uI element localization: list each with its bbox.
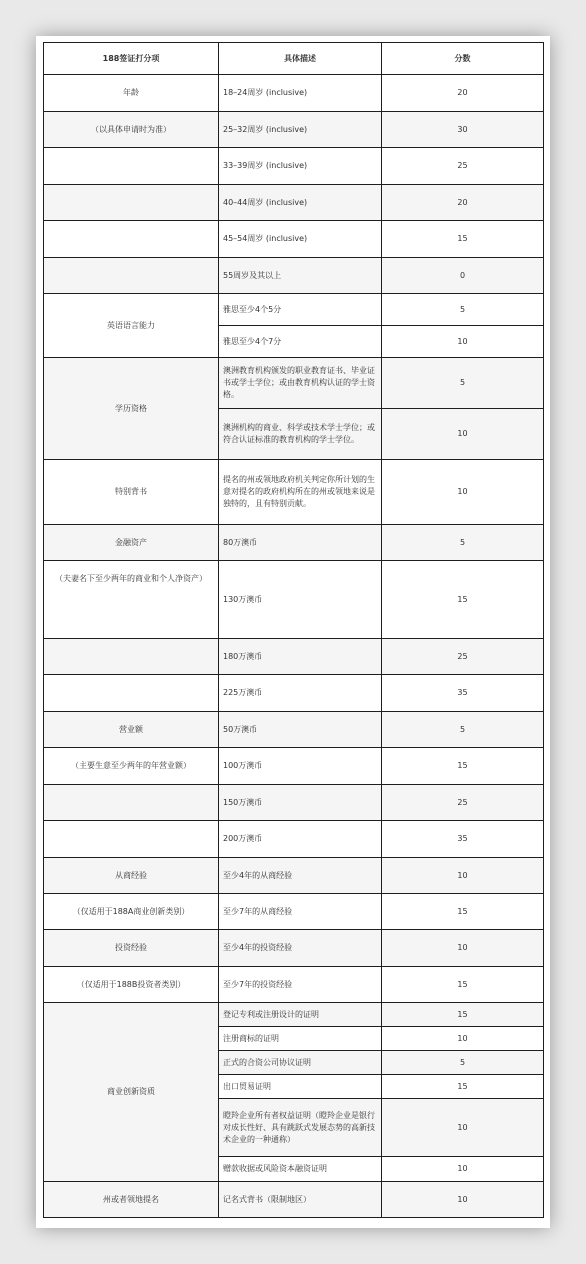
table-row [44, 930, 544, 967]
row-label [44, 785, 219, 821]
row-description: 180万澳币 [219, 639, 382, 675]
row-score: 10 [382, 1099, 544, 1157]
row-label: 特别背书 [44, 460, 219, 525]
row-score: 15 [382, 1075, 544, 1099]
table-row [44, 894, 544, 930]
table-header-row [44, 43, 544, 75]
row-label [44, 185, 219, 221]
row-description: 至少7年的投资经验 [219, 967, 382, 1003]
table-row [44, 112, 544, 148]
header-description: 具体描述 [219, 43, 382, 75]
row-score: 15 [382, 221, 544, 258]
row-score: 5 [382, 358, 544, 409]
row-label [44, 148, 219, 185]
row-score: 35 [382, 821, 544, 858]
row-description: 100万澳币 [219, 748, 382, 785]
row-score: 15 [382, 1003, 544, 1027]
row-description: 200万澳币 [219, 821, 382, 858]
row-label: 金融资产 [44, 525, 219, 561]
row-description: 注册商标的证明 [219, 1027, 382, 1051]
table-row [44, 1182, 544, 1218]
row-description: 至少4年的投资经验 [219, 930, 382, 967]
row-score: 25 [382, 148, 544, 185]
row-score: 20 [382, 185, 544, 221]
table-row [44, 258, 544, 294]
row-score: 20 [382, 75, 544, 112]
row-label: 英语语言能力 [44, 294, 219, 358]
row-score: 5 [382, 294, 544, 326]
row-label: 从商经验 [44, 858, 219, 894]
table-row [44, 148, 544, 185]
row-label [44, 639, 219, 675]
table-row [44, 294, 544, 326]
table-row [44, 185, 544, 221]
row-description: 雅思至少4个7分 [219, 326, 382, 358]
row-score: 10 [382, 1027, 544, 1051]
table-row [44, 561, 544, 639]
row-label [44, 675, 219, 712]
row-score: 5 [382, 712, 544, 748]
row-label [44, 821, 219, 858]
row-label: 学历资格 [44, 358, 219, 460]
row-score: 25 [382, 785, 544, 821]
row-description: 雅思至少4个5分 [219, 294, 382, 326]
table-row [44, 748, 544, 785]
row-label: （主要生意至少两年的年营业额） [44, 748, 219, 785]
row-description: 赠款收据或风险资本融资证明 [219, 1157, 382, 1182]
row-description: 记名式背书（限制地区） [219, 1182, 382, 1218]
row-description: 瞪羚企业所有者权益证明（瞪羚企业是银行对成长性好、具有跳跃式发展态势的高新技术企业的一种通称） [219, 1099, 382, 1157]
row-score: 25 [382, 639, 544, 675]
row-description: 澳洲机构的商业、科学或技术学士学位；或符合认证标准的教育机构的学士学位。 [219, 409, 382, 460]
table-row [44, 675, 544, 712]
header-item: 188签证打分项 [44, 43, 219, 75]
table-row [44, 821, 544, 858]
row-description: 130万澳币 [219, 561, 382, 639]
row-description: 45–54周岁 (inclusive) [219, 221, 382, 258]
row-score: 30 [382, 112, 544, 148]
row-description: 40–44周岁 (inclusive) [219, 185, 382, 221]
row-description: 18–24周岁 (inclusive) [219, 75, 382, 112]
row-score: 10 [382, 460, 544, 525]
row-description: 55周岁及其以上 [219, 258, 382, 294]
row-description: 80万澳币 [219, 525, 382, 561]
row-score: 10 [382, 409, 544, 460]
row-score: 10 [382, 858, 544, 894]
row-label: 投资经验 [44, 930, 219, 967]
row-score: 10 [382, 1157, 544, 1182]
row-score: 35 [382, 675, 544, 712]
row-description: 25–32周岁 (inclusive) [219, 112, 382, 148]
row-description: 登记专利或注册设计的证明 [219, 1003, 382, 1027]
row-score: 15 [382, 967, 544, 1003]
table-row [44, 712, 544, 748]
row-score: 10 [382, 930, 544, 967]
table-row [44, 639, 544, 675]
table-row [44, 460, 544, 525]
table-row [44, 358, 544, 409]
table-row [44, 75, 544, 112]
row-label: （夫妻名下至少两年的商业和个人净资产） [44, 561, 219, 639]
row-label: （仅适用于188A商业创新类别） [44, 894, 219, 930]
table-card [36, 36, 550, 1228]
row-score: 5 [382, 525, 544, 561]
row-description: 225万澳币 [219, 675, 382, 712]
row-score: 15 [382, 894, 544, 930]
header-score: 分数 [382, 43, 544, 75]
row-label: （以具体申请时为准） [44, 112, 219, 148]
row-label [44, 221, 219, 258]
table-row [44, 785, 544, 821]
row-label: 营业额 [44, 712, 219, 748]
table-row [44, 1003, 544, 1027]
row-label: 商业创新资质 [44, 1003, 219, 1182]
points-table [43, 42, 544, 1218]
row-label: 州或者领地提名 [44, 1182, 219, 1218]
row-description: 澳洲教育机构颁发的职业教育证书、毕业证书或学士学位；或由教育机构认证的学士资格。 [219, 358, 382, 409]
row-score: 15 [382, 748, 544, 785]
table-row [44, 525, 544, 561]
row-score: 0 [382, 258, 544, 294]
table-row [44, 221, 544, 258]
row-description: 正式的合资公司协议证明 [219, 1051, 382, 1075]
table-row [44, 967, 544, 1003]
row-score: 10 [382, 1182, 544, 1218]
row-label: 年龄 [44, 75, 219, 112]
table-row [44, 858, 544, 894]
row-label [44, 258, 219, 294]
row-description: 提名的州或领地政府机关判定你所计划的生意对提名的政府机构所在的州或领地来说是独特的，且有特别贡献。 [219, 460, 382, 525]
row-description: 至少7年的从商经验 [219, 894, 382, 930]
row-score: 5 [382, 1051, 544, 1075]
row-score: 15 [382, 561, 544, 639]
row-description: 出口贸易证明 [219, 1075, 382, 1099]
row-description: 至少4年的从商经验 [219, 858, 382, 894]
row-description: 50万澳币 [219, 712, 382, 748]
row-label: （仅适用于188B投资者类别） [44, 967, 219, 1003]
row-description: 33–39周岁 (inclusive) [219, 148, 382, 185]
row-score: 10 [382, 326, 544, 358]
row-description: 150万澳币 [219, 785, 382, 821]
